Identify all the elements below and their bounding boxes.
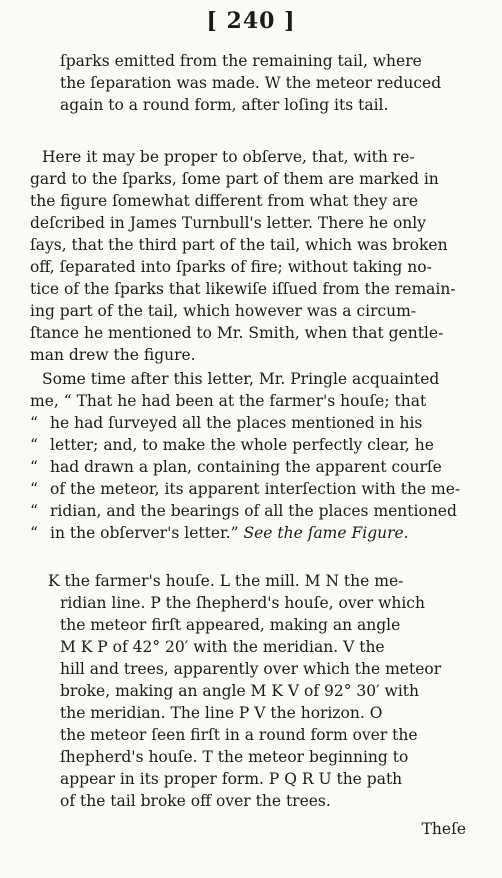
- text-line: the ſeparation was made. W the meteor reduced: [60, 74, 442, 92]
- page-number: [ 240 ]: [206, 8, 296, 34]
- figure-reference: See the ſame Figure.: [243, 524, 409, 542]
- text-line: me, “ That he had been at the farmer's houſe; that: [30, 392, 427, 410]
- legend-line: ſhepherd's houſe. T the meteor beginning to: [60, 748, 409, 766]
- quote-mark: “: [30, 502, 38, 520]
- quote-mark: “: [30, 414, 38, 432]
- legend-line: appear in its proper form. P Q R U the path: [60, 770, 403, 788]
- text-line: had drawn a plan, containing the apparent courſe: [50, 458, 442, 476]
- legend-line: ridian line. P the ſhepherd's houſe, over which: [60, 594, 425, 612]
- paragraph-pringle: [30, 368, 460, 544]
- text-line: man drew the figure.: [30, 346, 196, 364]
- quote-mark: “: [30, 480, 38, 498]
- legend-line: the meteor ſeen firſt in a round form over the: [60, 726, 418, 744]
- text-line: ſparks emitted from the remaining tail, where: [60, 52, 422, 70]
- legend-line: M K P of 42° 20′ with the meridian. V the: [60, 638, 385, 656]
- figure-legend: [48, 570, 441, 812]
- legend-line: of the tail broke off over the trees.: [60, 792, 331, 810]
- text-line: ſtance he mentioned to Mr. Smith, when that gentle-: [30, 324, 444, 342]
- quote-mark: “: [30, 436, 38, 454]
- quote-mark: “: [30, 524, 38, 542]
- catchword: Theſe: [421, 820, 466, 838]
- text-line: ing part of the tail, which however was a circum-: [30, 302, 417, 320]
- text-line: off, ſeparated into ſparks of fire; without taking no-: [30, 258, 432, 276]
- text-line: letter; and, to make the whole perfectly clear, he: [50, 436, 434, 454]
- top-fragment: [60, 50, 441, 116]
- text-line: of the meteor, its apparent interſection with the me-: [50, 480, 461, 498]
- legend-line: the meridian. The line P V the horizon. O: [60, 704, 383, 722]
- text-line: Some time after this letter, Mr. Pringle acquainted: [42, 370, 440, 388]
- text-line: deſcribed in James Turnbull's letter. There he only: [30, 214, 427, 232]
- paragraph-observe: [30, 146, 456, 366]
- quote-mark: “: [30, 458, 38, 476]
- text-line: again to a round form, after loſing its tail.: [60, 96, 389, 114]
- text-line: tice of the ſparks that likewiſe iſſued from the remain-: [30, 280, 456, 298]
- text-line: Here it may be proper to obſerve, that, with re-: [42, 148, 415, 166]
- text-line: ſays, that the third part of the tail, which was broken: [30, 236, 448, 254]
- text-line: ridian, and the bearings of all the places mentioned: [50, 502, 457, 520]
- legend-line: hill and trees, apparently over which the meteor: [60, 660, 442, 678]
- text-line: in the obſerver's letter.”: [50, 524, 239, 542]
- legend-line: K the farmer's houſe. L the mill. M N the me-: [48, 572, 404, 590]
- legend-line: broke, making an angle M K V of 92° 30′ with: [60, 682, 419, 700]
- text-line: gard to the ſparks, ſome part of them are marked in: [30, 170, 439, 188]
- text-line: the figure ſomewhat different from what they are: [30, 192, 419, 210]
- text-line: he had ſurveyed all the places mentioned in his: [50, 414, 423, 432]
- legend-line: the meteor firſt appeared, making an angle: [60, 616, 401, 634]
